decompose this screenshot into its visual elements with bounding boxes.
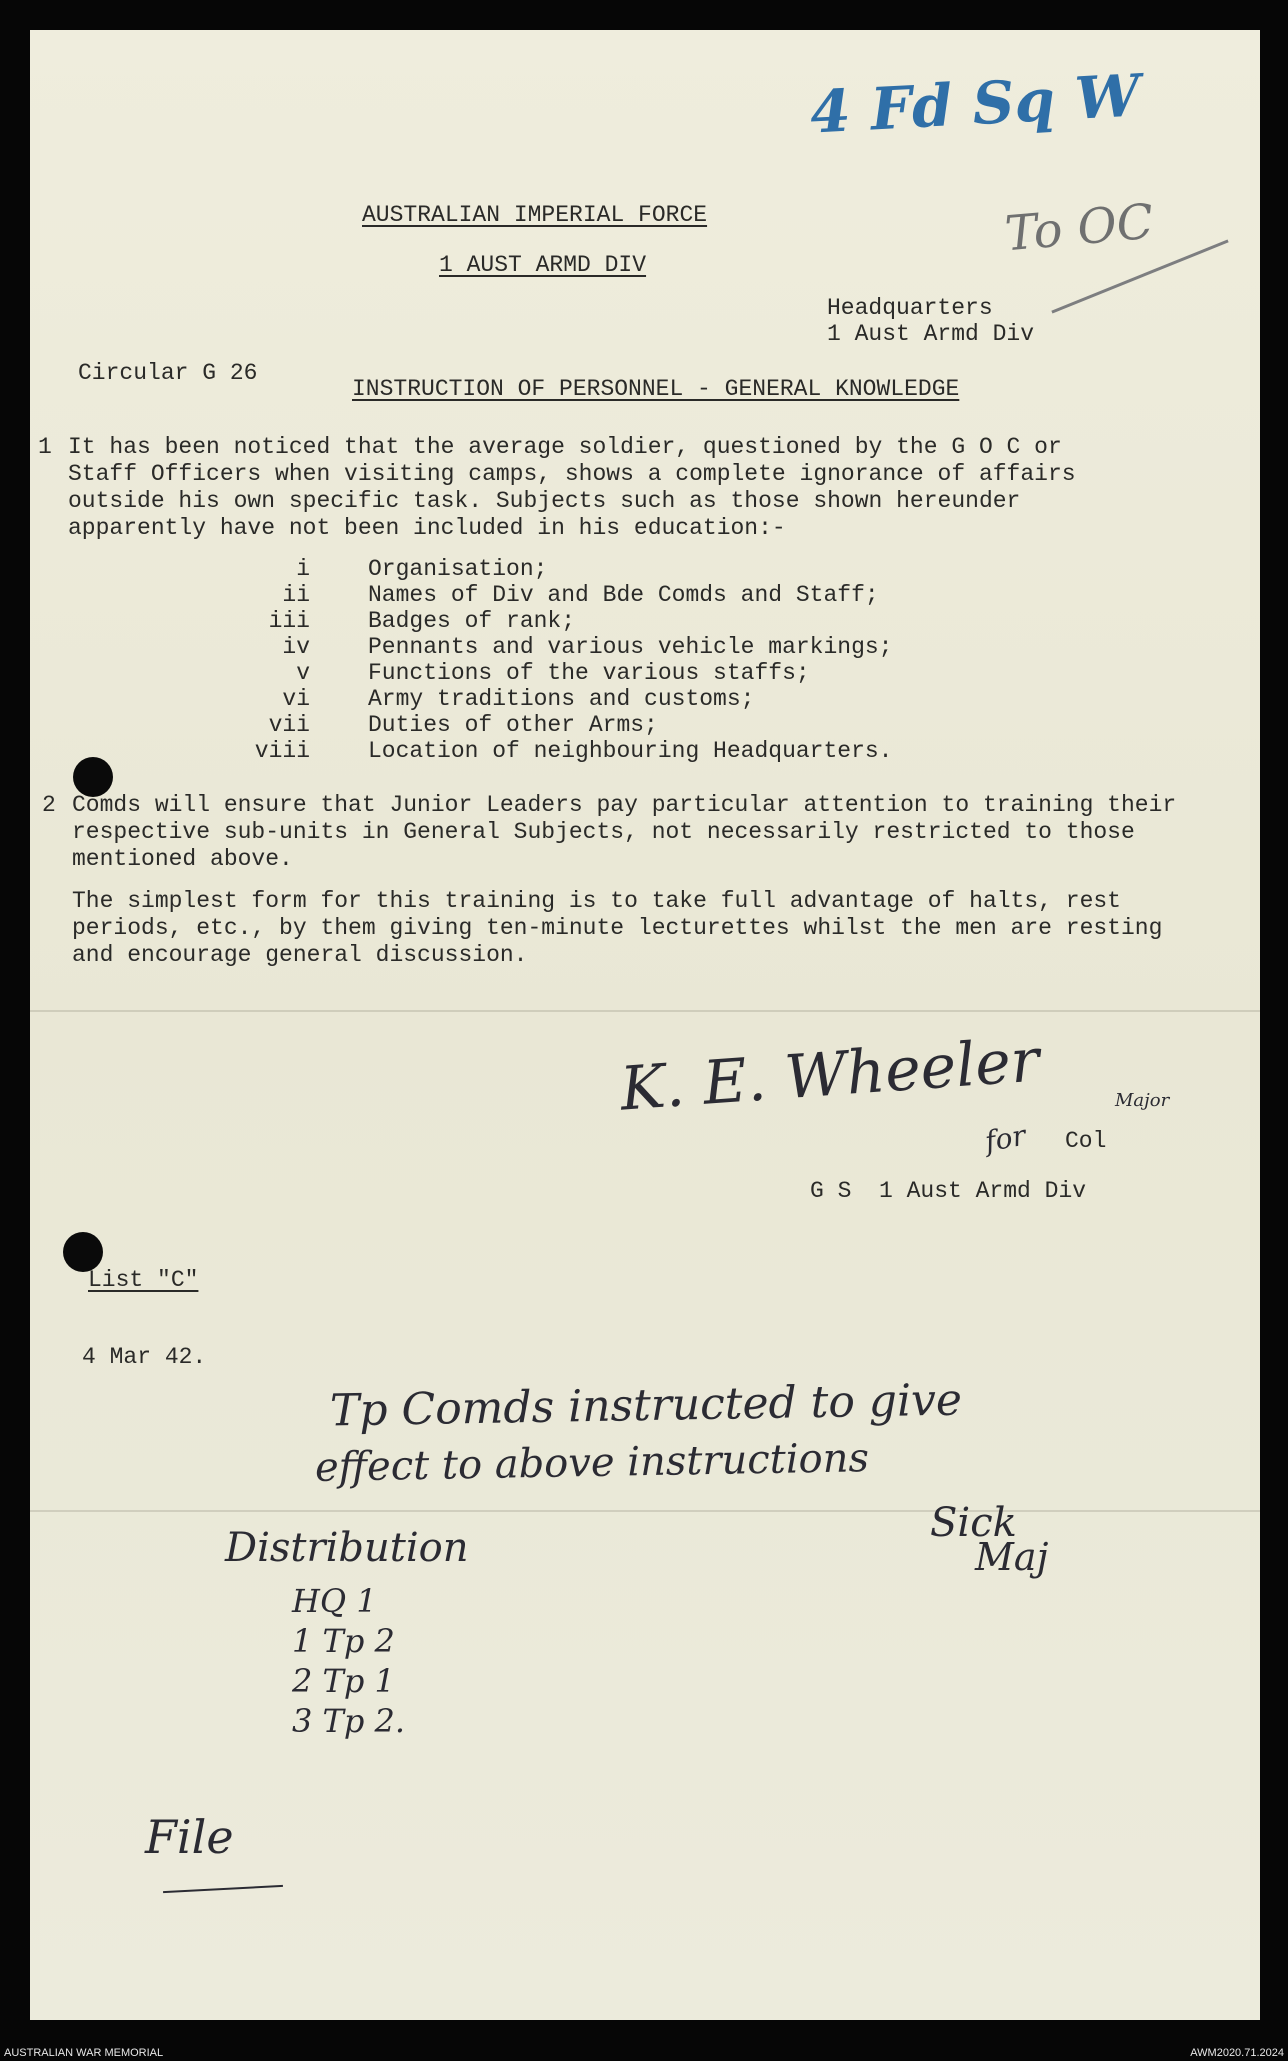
- list-item-text: Names of Div and Bde Comds and Staff;: [368, 582, 879, 608]
- list-item-number: ii: [282, 582, 310, 608]
- hq-line-2: 1 Aust Armd Div: [827, 321, 1035, 347]
- signature-office: G S 1 Aust Armd Div: [810, 1178, 1087, 1204]
- handwritten-minute-line-2: effect to above instructions: [314, 1435, 870, 1491]
- para-1-number: 1: [38, 434, 52, 460]
- circular-number: Circular G 26: [78, 360, 258, 386]
- list-item-text: Badges of rank;: [368, 608, 576, 634]
- handwritten-file-note: File: [145, 1810, 234, 1864]
- list-item-text: Duties of other Arms;: [368, 712, 658, 738]
- handwritten-distribution-row: 1 Tp 2: [292, 1622, 395, 1660]
- list-item-number: iii: [268, 608, 310, 634]
- handwritten-to-oc: To OC: [1002, 193, 1156, 263]
- list-item-text: Pennants and various vehicle markings;: [368, 634, 893, 660]
- signature-rank: Major: [1115, 1090, 1170, 1111]
- document-title: AUSTRALIAN IMPERIAL FORCE: [362, 202, 708, 228]
- signature: K. E. Wheeler: [618, 1025, 1042, 1125]
- list-item-number: iv: [282, 634, 310, 660]
- handwritten-distribution-row: HQ 1: [292, 1582, 377, 1620]
- list-item-text: Army traditions and customs;: [368, 686, 755, 712]
- file-underline: [163, 1885, 283, 1893]
- handwritten-distribution-heading: Distribution: [225, 1525, 469, 1571]
- division-heading: 1 AUST ARMD DIV: [439, 252, 647, 278]
- footer-left: AUSTRALIAN WAR MEMORIAL: [4, 2047, 164, 2059]
- fold-line: [30, 1510, 1260, 1512]
- list-item-number: vi: [282, 686, 310, 712]
- punch-hole: [73, 757, 113, 797]
- list-item-number: viii: [254, 738, 310, 764]
- para-3-text: The simplest form for this training is to take full advantage of halts, rest periods, etc., by them giving ten-minute lecturettes whilst the men are resting and encourage general discussion.: [72, 888, 1163, 968]
- handwritten-minute-rank: Maj: [975, 1535, 1049, 1579]
- list-item-text: Location of neighbouring Headquarters.: [368, 738, 893, 764]
- hq-line-1: Headquarters: [827, 295, 993, 321]
- signature-col: Col: [1065, 1128, 1107, 1154]
- handwritten-minute-signature: Sick: [930, 1500, 1017, 1546]
- list-item-text: Organisation;: [368, 556, 548, 582]
- list-item-number: i: [296, 556, 310, 582]
- handwritten-distribution-row: 2 Tp 1: [292, 1662, 395, 1700]
- list-item-number: vii: [268, 712, 310, 738]
- signature-for: for: [982, 1118, 1029, 1159]
- handwritten-minute-line-1: Tp Comds instructed to give: [329, 1374, 963, 1437]
- footer-right: AWM2020.71.2024: [1190, 2047, 1284, 2059]
- handwritten-distribution-row: 3 Tp 2.: [292, 1702, 406, 1740]
- fold-line: [30, 1010, 1260, 1012]
- handwritten-unit-note: 4 Fd Sq W: [808, 61, 1142, 147]
- distribution-list: List "C": [88, 1267, 199, 1293]
- document-date: 4 Mar 42.: [82, 1344, 207, 1370]
- document-page: [30, 30, 1260, 2020]
- list-item-text: Functions of the various staffs;: [368, 660, 810, 686]
- para-2-number: 2: [42, 792, 56, 818]
- para-2-text: Comds will ensure that Junior Leaders pay particular attention to training their respective sub-units in General Subjects, not necessarily restricted to those mentioned above.: [72, 792, 1177, 872]
- subject-heading: INSTRUCTION OF PERSONNEL - GENERAL KNOWLEDGE: [352, 376, 960, 402]
- punch-hole: [63, 1232, 103, 1272]
- list-item-number: v: [296, 660, 310, 686]
- para-1-text: It has been noticed that the average soldier, questioned by the G O C or Staff Officers when visiting camps, shows a complete ignorance of affairs outside his own specific task. Subjects such as those shown hereunder apparently have not been included in his education:-: [68, 434, 1076, 541]
